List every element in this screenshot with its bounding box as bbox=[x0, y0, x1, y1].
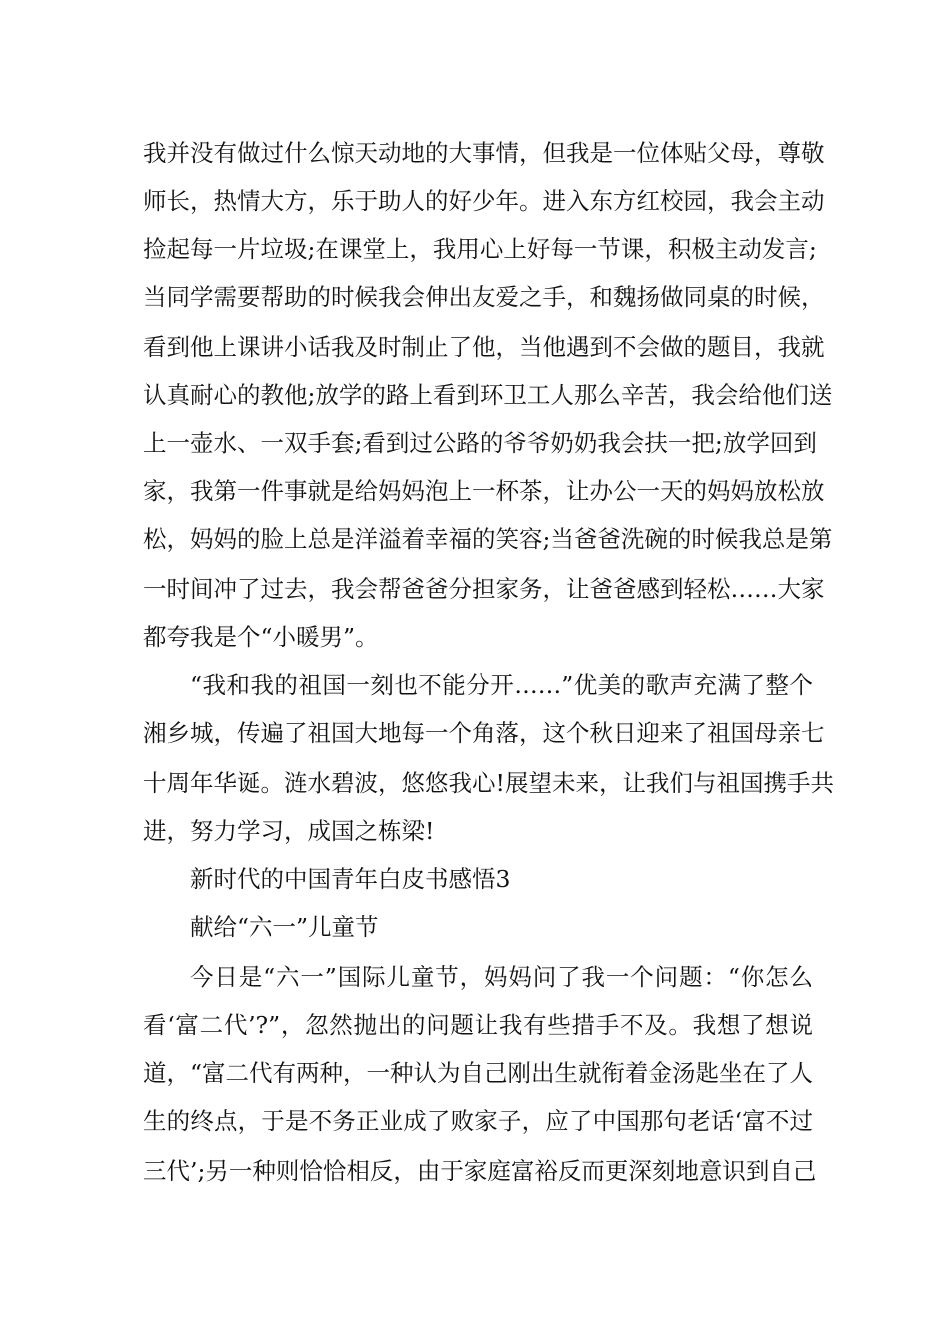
text-line: 认真耐心的教他;放学的路上看到环卫工人那么辛苦，我会给他们送 bbox=[143, 381, 833, 409]
text-line: 进，努力学习，成国之栋梁! bbox=[143, 817, 435, 845]
text-line: 看到他上课讲小话我及时制止了他，当他遇到不会做的题目，我就 bbox=[143, 333, 825, 361]
text-line: 道，“富二代有两种，一种认为自己刚出生就衔着金汤匙坐在了人 bbox=[143, 1059, 814, 1087]
text-line: 一时间冲了过去，我会帮爸爸分担家务，让爸爸感到轻松……大家 bbox=[143, 575, 825, 603]
text-line: 我并没有做过什么惊天动地的大事情，但我是一位体贴父母，尊敬 bbox=[143, 139, 825, 167]
text-line: 生的终点，于是不务正业成了败家子，应了中国那句老话‘富不过 bbox=[143, 1107, 813, 1135]
text-line: 上一壶水、一双手套;看到过公路的爷爷奶奶我会扶一把;放学回到 bbox=[143, 429, 817, 457]
text-line: 家，我第一件事就是给妈妈泡上一杯茶，让办公一天的妈妈放松放 bbox=[143, 477, 825, 505]
text-line: 湘乡城，传遍了祖国大地每一个角落，这个秋日迎来了祖国母亲七 bbox=[143, 719, 825, 747]
text-line: 看‘富二代’?”，忽然抛出的问题让我有些措手不及。我想了想说 bbox=[143, 1011, 813, 1039]
text-line: 十周年华诞。涟水碧波，悠悠我心!展望未来，让我们与祖国携手共 bbox=[143, 769, 834, 797]
essay-title: 献给“六一”儿童节 bbox=[190, 913, 379, 941]
text-line: 都夸我是个“小暖男”。 bbox=[143, 623, 379, 651]
text-line: 三代’;另一种则恰恰相反，由于家庭富裕反而更深刻地意识到自己 bbox=[143, 1157, 817, 1185]
text-line: 捡起每一片垃圾;在课堂上，我用心上好每一节课，积极主动发言; bbox=[143, 235, 817, 263]
paragraph-first-line: 今日是“六一”国际儿童节，妈妈问了我一个问题：“你怎么 bbox=[190, 963, 813, 991]
text-line: 当同学需要帮助的时候我会伸出友爱之手，和魏扬做同桌的时候， bbox=[143, 283, 825, 311]
text-line: 松，妈妈的脸上总是洋溢着幸福的笑容;当爸爸洗碗的时候我总是第 bbox=[143, 525, 833, 553]
text-line: 师长，热情大方，乐于助人的好少年。进入东方红校园，我会主动 bbox=[143, 187, 825, 215]
section-heading: 新时代的中国青年白皮书感悟3 bbox=[190, 865, 511, 893]
paragraph-first-line: “我和我的祖国一刻也不能分开……”优美的歌声充满了整个 bbox=[190, 671, 813, 699]
